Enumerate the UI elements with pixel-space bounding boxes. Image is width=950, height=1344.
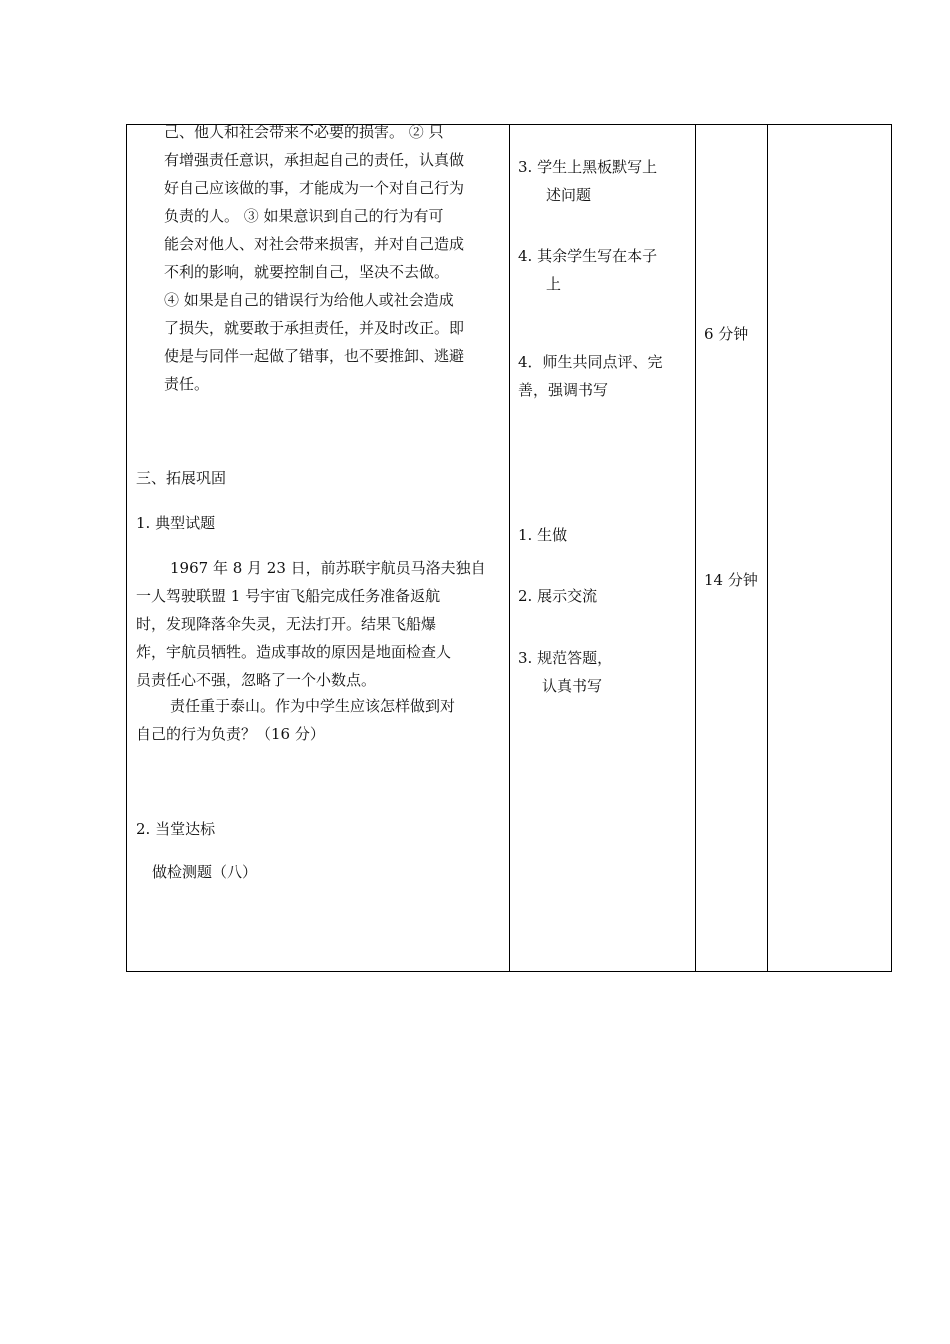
exercise-line: 一人驾驶联盟 1 号宇宙飞船完成任务准备返航	[136, 587, 441, 605]
activity-line: 认真书写	[542, 677, 603, 695]
content-line: 了损失，就要敢于承担责任，并及时改正。即	[164, 319, 465, 337]
activity-line: 3. 学生上黑板默写上	[518, 158, 658, 176]
content-line: 能会对他人、对社会带来损害，并对自己造成	[164, 235, 465, 253]
activity-line: 3. 规范答题，	[518, 649, 613, 667]
item-text: 做检测题（八）	[152, 863, 258, 881]
exercise-line: 时，发现降落伞失灵，无法打开。结果飞船爆	[136, 615, 437, 633]
content-line: 有增强责任意识，承担起自己的责任，认真做	[164, 151, 465, 169]
exercise-line: 1967 年 8 月 23 日，前苏联宇航员马洛夫独自	[170, 559, 486, 577]
content-line: 己、他人和社会带来不必要的损害。 ② 只	[164, 123, 444, 141]
activity-line: 述问题	[546, 186, 592, 204]
column-divider-2	[695, 125, 696, 971]
activity-line: 上	[546, 275, 562, 293]
exercise-line: 员责任心不强，忽略了一个小数点。	[136, 671, 377, 689]
activity-line: 2. 展示交流	[518, 587, 598, 605]
item-heading: 1. 典型试题	[136, 514, 216, 532]
question-line: 自己的行为负责？（16 分）	[136, 725, 325, 743]
content-line: 负责的人。 ③ 如果意识到自己的行为有可	[164, 207, 444, 225]
section-heading: 三、拓展巩固	[136, 469, 227, 487]
content-line: 使是与同伴一起做了错事，也不要推卸、逃避	[164, 347, 465, 365]
content-line: 不利的影响，就要控制自己，坚决不去做。	[164, 263, 450, 281]
column-divider-1	[509, 125, 510, 971]
content-line: ④ 如果是自己的错误行为给他人或社会造成	[164, 291, 454, 309]
activity-line: 4．师生共同点评、完	[518, 353, 663, 371]
time-label: 14 分钟	[704, 571, 758, 589]
question-line: 责任重于泰山。作为中学生应该怎样做到对	[170, 697, 456, 715]
column-divider-3	[767, 125, 768, 971]
item-heading: 2. 当堂达标	[136, 820, 216, 838]
activity-line: 善，强调书写	[518, 381, 609, 399]
activity-line: 1. 生做	[518, 526, 568, 544]
time-label: 6 分钟	[704, 325, 749, 343]
content-line: 好自己应该做的事，才能成为一个对自己行为	[164, 179, 465, 197]
exercise-line: 炸，宇航员牺牲。造成事故的原因是地面检查人	[136, 643, 452, 661]
content-line: 责任。	[164, 375, 210, 393]
activity-line: 4. 其余学生写在本子	[518, 247, 658, 265]
